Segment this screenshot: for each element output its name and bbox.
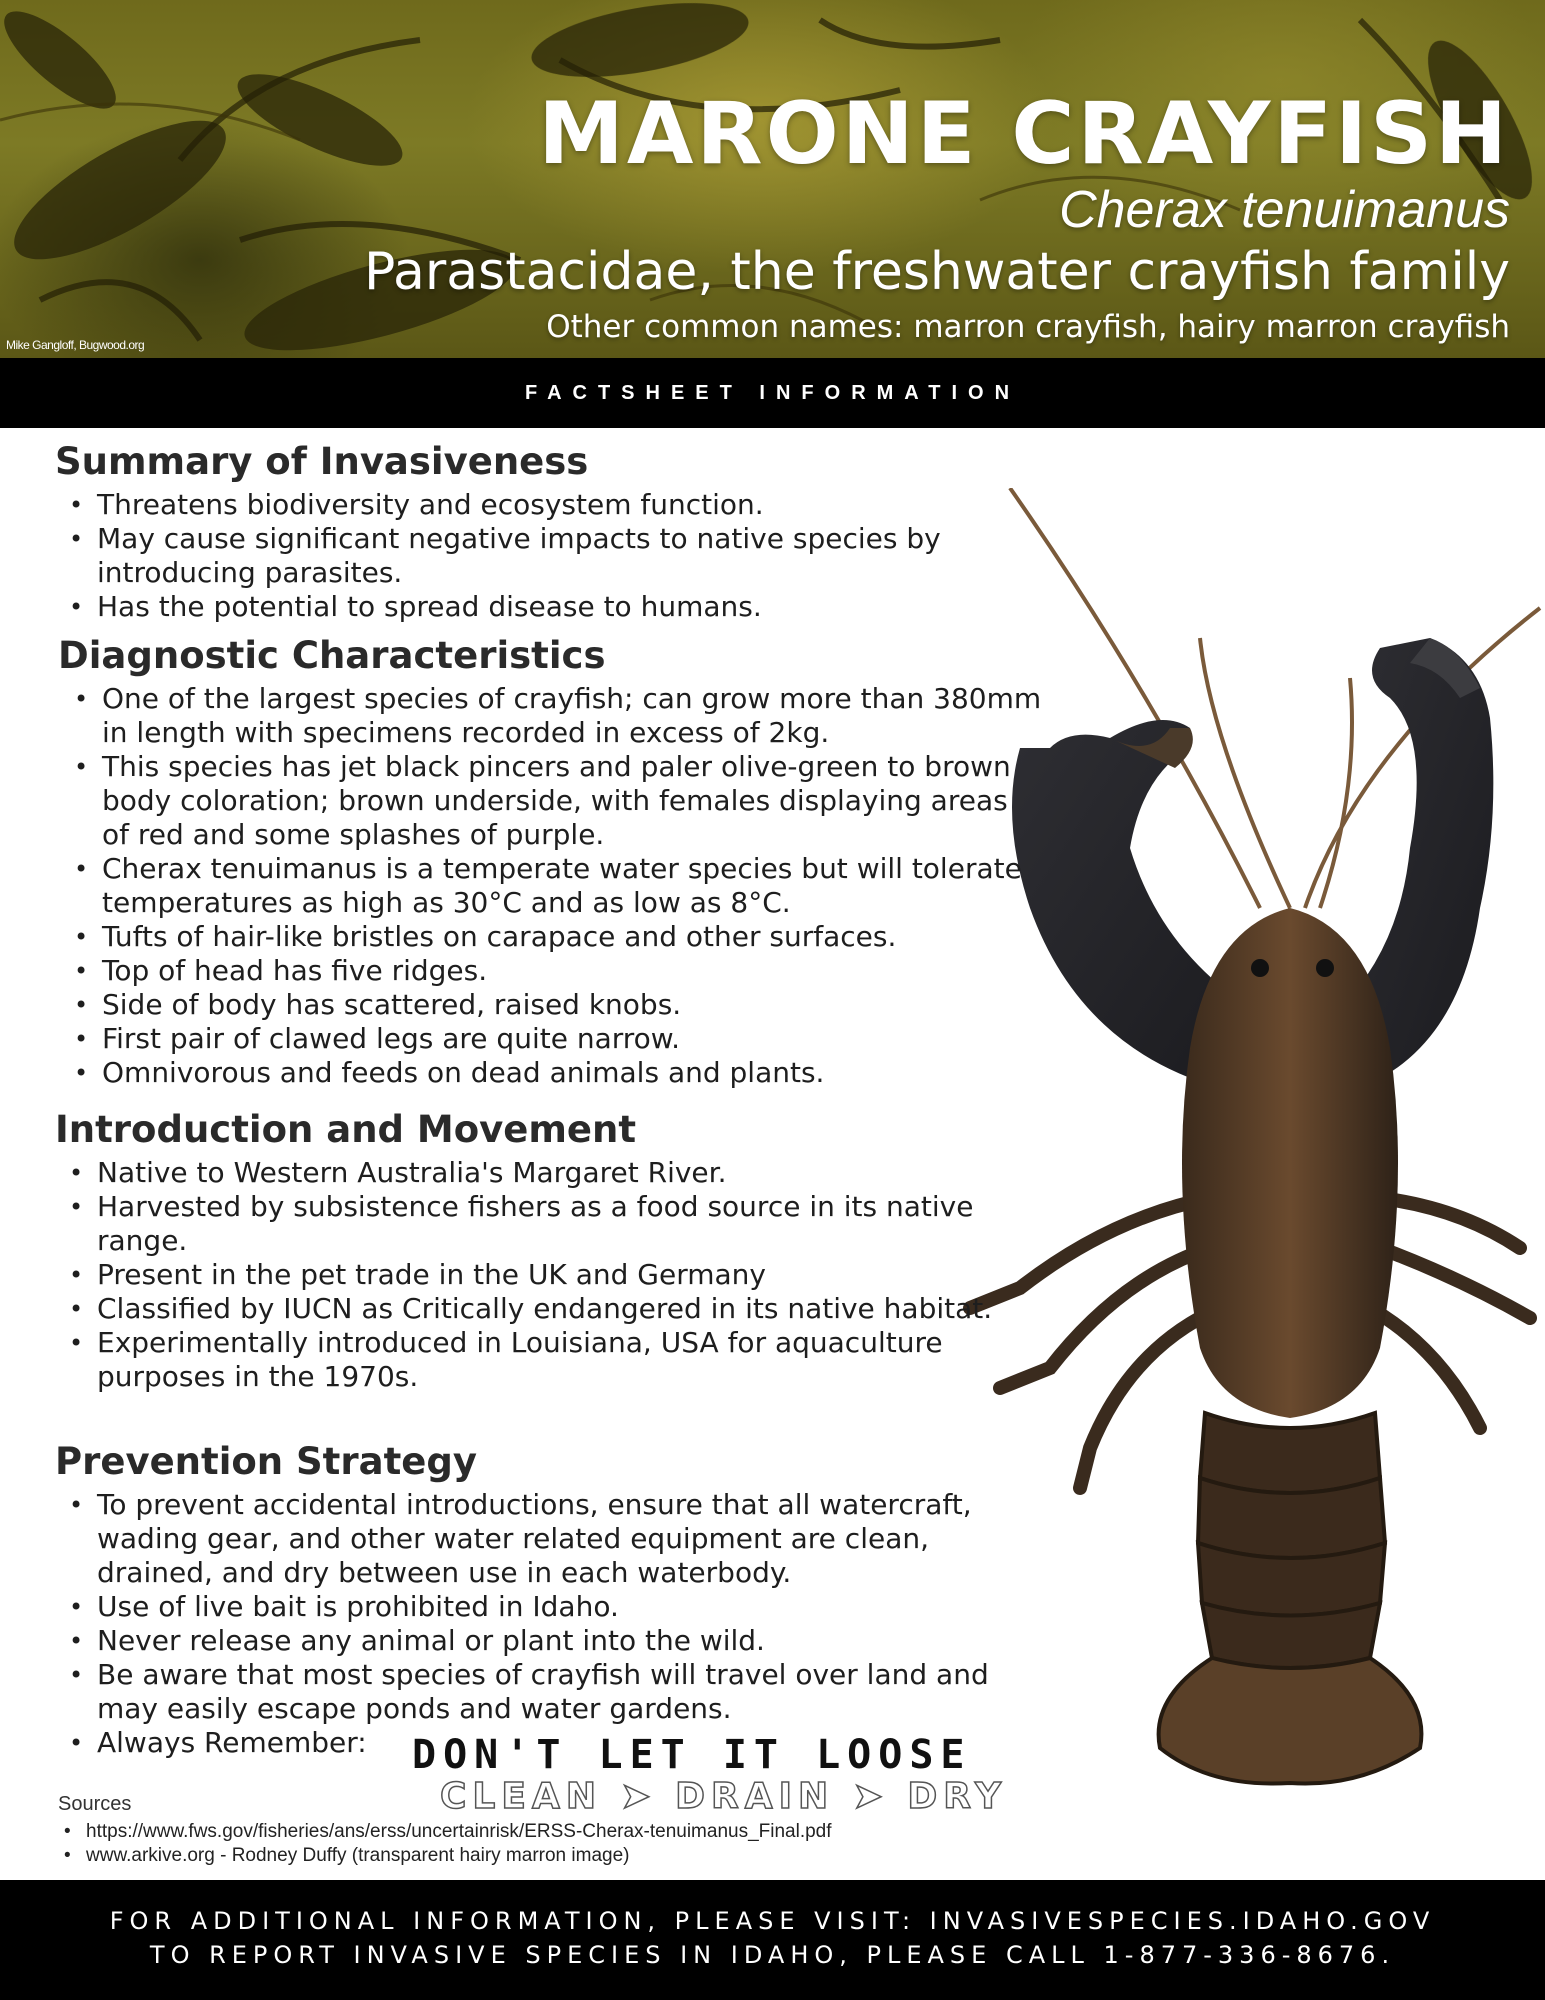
factsheet-bar: FACTSHEET INFORMATION xyxy=(0,358,1545,428)
slogan-line-1: DON'T LET IT LOOSE xyxy=(412,1732,972,1778)
list-item: • Harvested by subsistence fishers as a food source in its native range. xyxy=(55,1190,1017,1258)
section-heading-introduction: Introduction and Movement xyxy=(55,1108,637,1151)
main-content xyxy=(0,428,1545,1880)
list-item: • Classified by IUCN as Critically endangered in its native habitat. xyxy=(55,1292,1017,1326)
footer xyxy=(0,1880,1545,2000)
prevention-list xyxy=(55,1488,1045,1760)
diagnostic-list xyxy=(60,682,1050,1090)
list-item: • Side of body has scattered, raised knobs. xyxy=(60,988,1050,1022)
list-item: • Threatens biodiversity and ecosystem function. xyxy=(55,488,1045,522)
list-item: • Native to Western Australia's Margaret River. xyxy=(55,1156,1045,1190)
list-item: • To prevent accidental introductions, ensure that all watercraft, wading gear, and other water related equipment are clean, drained, and dry between use in each waterbody. xyxy=(55,1488,1045,1590)
source-link[interactable]: • https://www.fws.gov/fisheries/ans/erss/uncertainrisk/ERSS-Cherax-tenuimanus_Final.pdf xyxy=(58,1820,832,1844)
list-item: • Present in the pet trade in the UK and Germany xyxy=(55,1258,1045,1292)
list-item: • This species has jet black pincers and paler olive-green to brown body coloration; brown underside, with females displaying areas of red and some splashes of purple. xyxy=(60,750,1042,852)
list-item: • Omnivorous and feeds on dead animals and plants. xyxy=(60,1056,1050,1090)
common-names: Other common names: marron crayfish, hairy marron crayfish xyxy=(546,309,1510,345)
sources-label: Sources xyxy=(58,1793,132,1815)
list-item: • Experimentally introduced in Louisiana, USA for aquaculture purposes in the 1970s. xyxy=(55,1326,1045,1394)
family-name: Parastacidae, the freshwater crayfish family xyxy=(363,242,1510,302)
slogan-line-2: CLEAN ➤ DRAIN ➤ DRY xyxy=(440,1776,1008,1817)
section-heading-summary: Summary of Invasiveness xyxy=(55,440,589,483)
header-banner xyxy=(0,0,1545,358)
page-title: MARONE CRAYFISH xyxy=(538,84,1510,184)
footer-info-line: FOR ADDITIONAL INFORMATION, PLEASE VISIT: INVASIVESPECIES.IDAHO.GOV xyxy=(109,1907,1436,1935)
list-item: • Always Remember: xyxy=(55,1726,1045,1760)
section-heading-prevention: Prevention Strategy xyxy=(55,1440,477,1483)
footer-report-line: TO REPORT INVASIVE SPECIES IN IDAHO, PLEASE CALL 1-877-336-8676. xyxy=(149,1941,1396,1969)
introduction-list xyxy=(55,1156,1045,1394)
list-item: • First pair of clawed legs are quite narrow. xyxy=(60,1022,1050,1056)
list-item: • Use of live bait is prohibited in Idaho. xyxy=(55,1590,1045,1624)
list-item: • One of the largest species of crayfish; can grow more than 380mm in length with specimens recorded in excess of 2kg. xyxy=(60,682,1050,750)
sources-list xyxy=(58,1820,832,1868)
list-item: • May cause significant negative impacts to native species by introducing parasites. xyxy=(55,522,1057,590)
list-item: • Top of head has five ridges. xyxy=(60,954,1050,988)
dont-let-it-loose-logo xyxy=(412,1733,1007,1817)
photo-credit: Mike Gangloff, Bugwood.org xyxy=(6,338,145,352)
summary-list xyxy=(55,488,1045,624)
list-item: • Never release any animal or plant into the wild. xyxy=(55,1624,1045,1658)
source-link[interactable]: • www.arkive.org - Rodney Duffy (transparent hairy marron image) xyxy=(58,1844,832,1868)
list-item: • Tufts of hair-like bristles on carapace and other surfaces. xyxy=(60,920,1050,954)
list-item: • Be aware that most species of crayfish will travel over land and may easily escape ponds and water gardens. xyxy=(55,1658,1057,1726)
list-item: • Has the potential to spread disease to humans. xyxy=(55,590,1045,624)
list-item: • Cherax tenuimanus is a temperate water species but will tolerate temperatures as high as 30°C and as low as 8°C. xyxy=(60,852,1052,920)
section-heading-diagnostic: Diagnostic Characteristics xyxy=(58,634,606,677)
scientific-name: Cherax tenuimanus xyxy=(1059,181,1510,239)
